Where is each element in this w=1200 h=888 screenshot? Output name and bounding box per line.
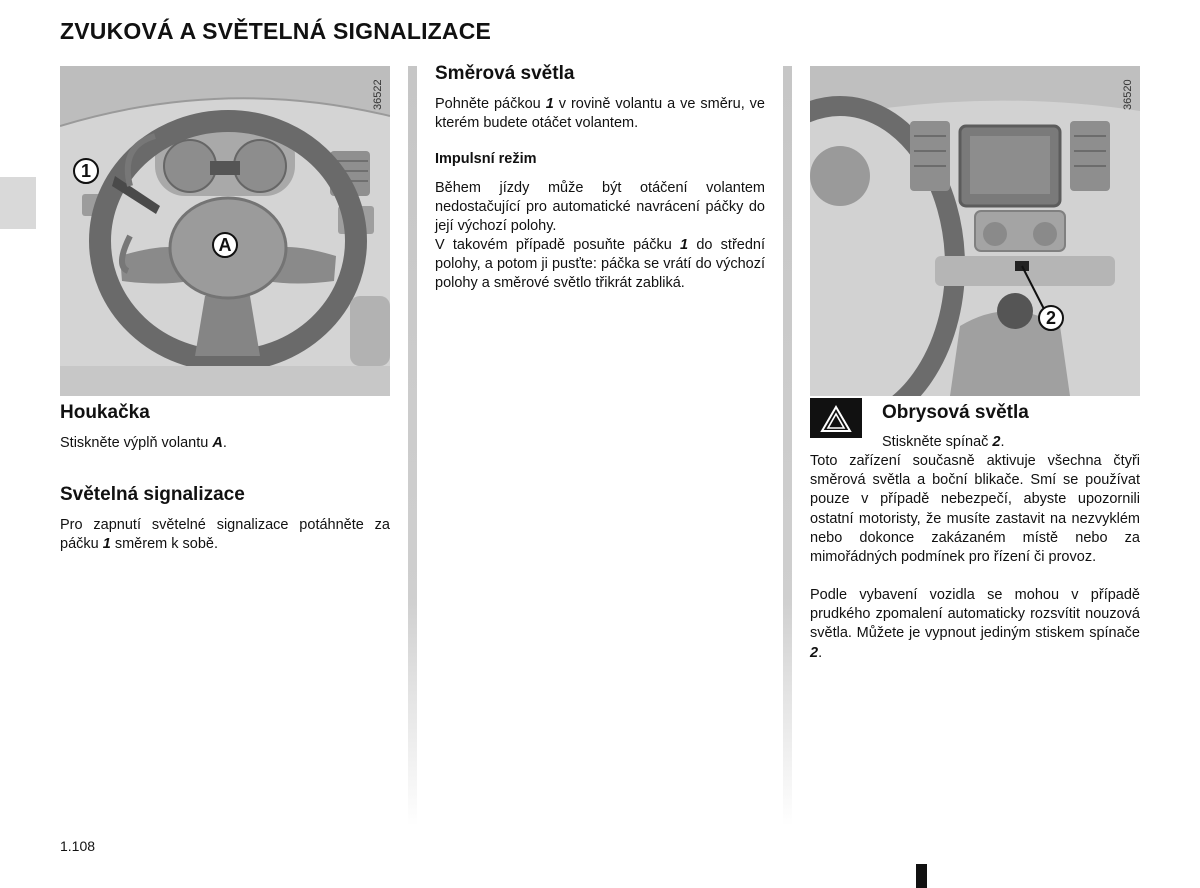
smerova-p3: V takovém případě posuňte páčku 1 do střední polohy, a potom ji pusťte: páčka se vrátí do výchozí polohy a směrové světlo třikrát zabliká. (435, 237, 765, 292)
hazard-icon-box (810, 398, 862, 438)
obrysova-p2: Podle vybavení vozidla se mohou v případě prudkého zpomalení automaticky rozsvítit nouzová světla. Můžete je vypnout jediným stiskem spínače 2. (810, 587, 1140, 661)
smerova-p2: Během jízdy může být otáčení volantem nedostačující pro automatické navrácení páčky do její výchozí polohy. (435, 180, 765, 235)
page-number: 1.108 (60, 838, 96, 854)
center-console-figure (810, 66, 1140, 396)
houkacka-heading: Houkačka (60, 402, 150, 423)
callout-a: A (212, 232, 238, 258)
corner-mark (916, 864, 927, 888)
column-divider-left (408, 66, 417, 826)
chapter-side-tab (0, 177, 36, 229)
smerova-p1: Pohněte páčkou 1 v rovině volantu a ve směru, ve kterém budete otáčet volantem. (435, 96, 765, 132)
svetelna-ref: 1 (102, 536, 111, 553)
impulsni-subheading: Impulsní režim (435, 151, 537, 167)
smerova-heading: Směrová světla (435, 63, 575, 84)
figure-number-right: 36520 (1122, 79, 1134, 110)
column-divider-right (783, 66, 792, 826)
obrysova-lead: Stiskněte spínač 2. (882, 434, 1005, 450)
svetelna-heading: Světelná signalizace (60, 484, 245, 505)
steering-wheel-figure (60, 66, 390, 396)
smerova-p3-ref: 1 (680, 237, 689, 253)
smerova-p1-ref: 1 (545, 96, 554, 112)
callout-2: 2 (1038, 305, 1064, 331)
houkacka-ref: A (212, 435, 223, 451)
obrysova-heading: Obrysová světla (882, 402, 1029, 423)
page-title: ZVUKOVÁ A SVĚTELNÁ SIGNALIZACE (60, 18, 492, 44)
figure-number-left: 36522 (372, 79, 384, 110)
hazard-warning-icon (810, 398, 862, 438)
callout-1-left: 1 (73, 158, 99, 184)
houkacka-text: Stiskněte výplň volantu A. (60, 435, 227, 451)
obrysova-lead-ref: 2 (992, 434, 1001, 450)
svetelna-text: Pro zapnutí světelné signalizace potáhněte za páčku 1 směrem k sobě. (60, 517, 390, 553)
obrysova-p2-ref: 2 (810, 644, 819, 661)
obrysova-p1: Toto zařízení současně aktivuje všechna čtyři směrová světla a boční blikače. Smí se používat pouze v případě nebezpečí, abyste upozornili ostatní motoristy, že musíte zastavit na nezvyklém nebo dokonce zakázaném místě nebo za mimořádných podmínek pro řízení či provoz. (810, 453, 1140, 566)
